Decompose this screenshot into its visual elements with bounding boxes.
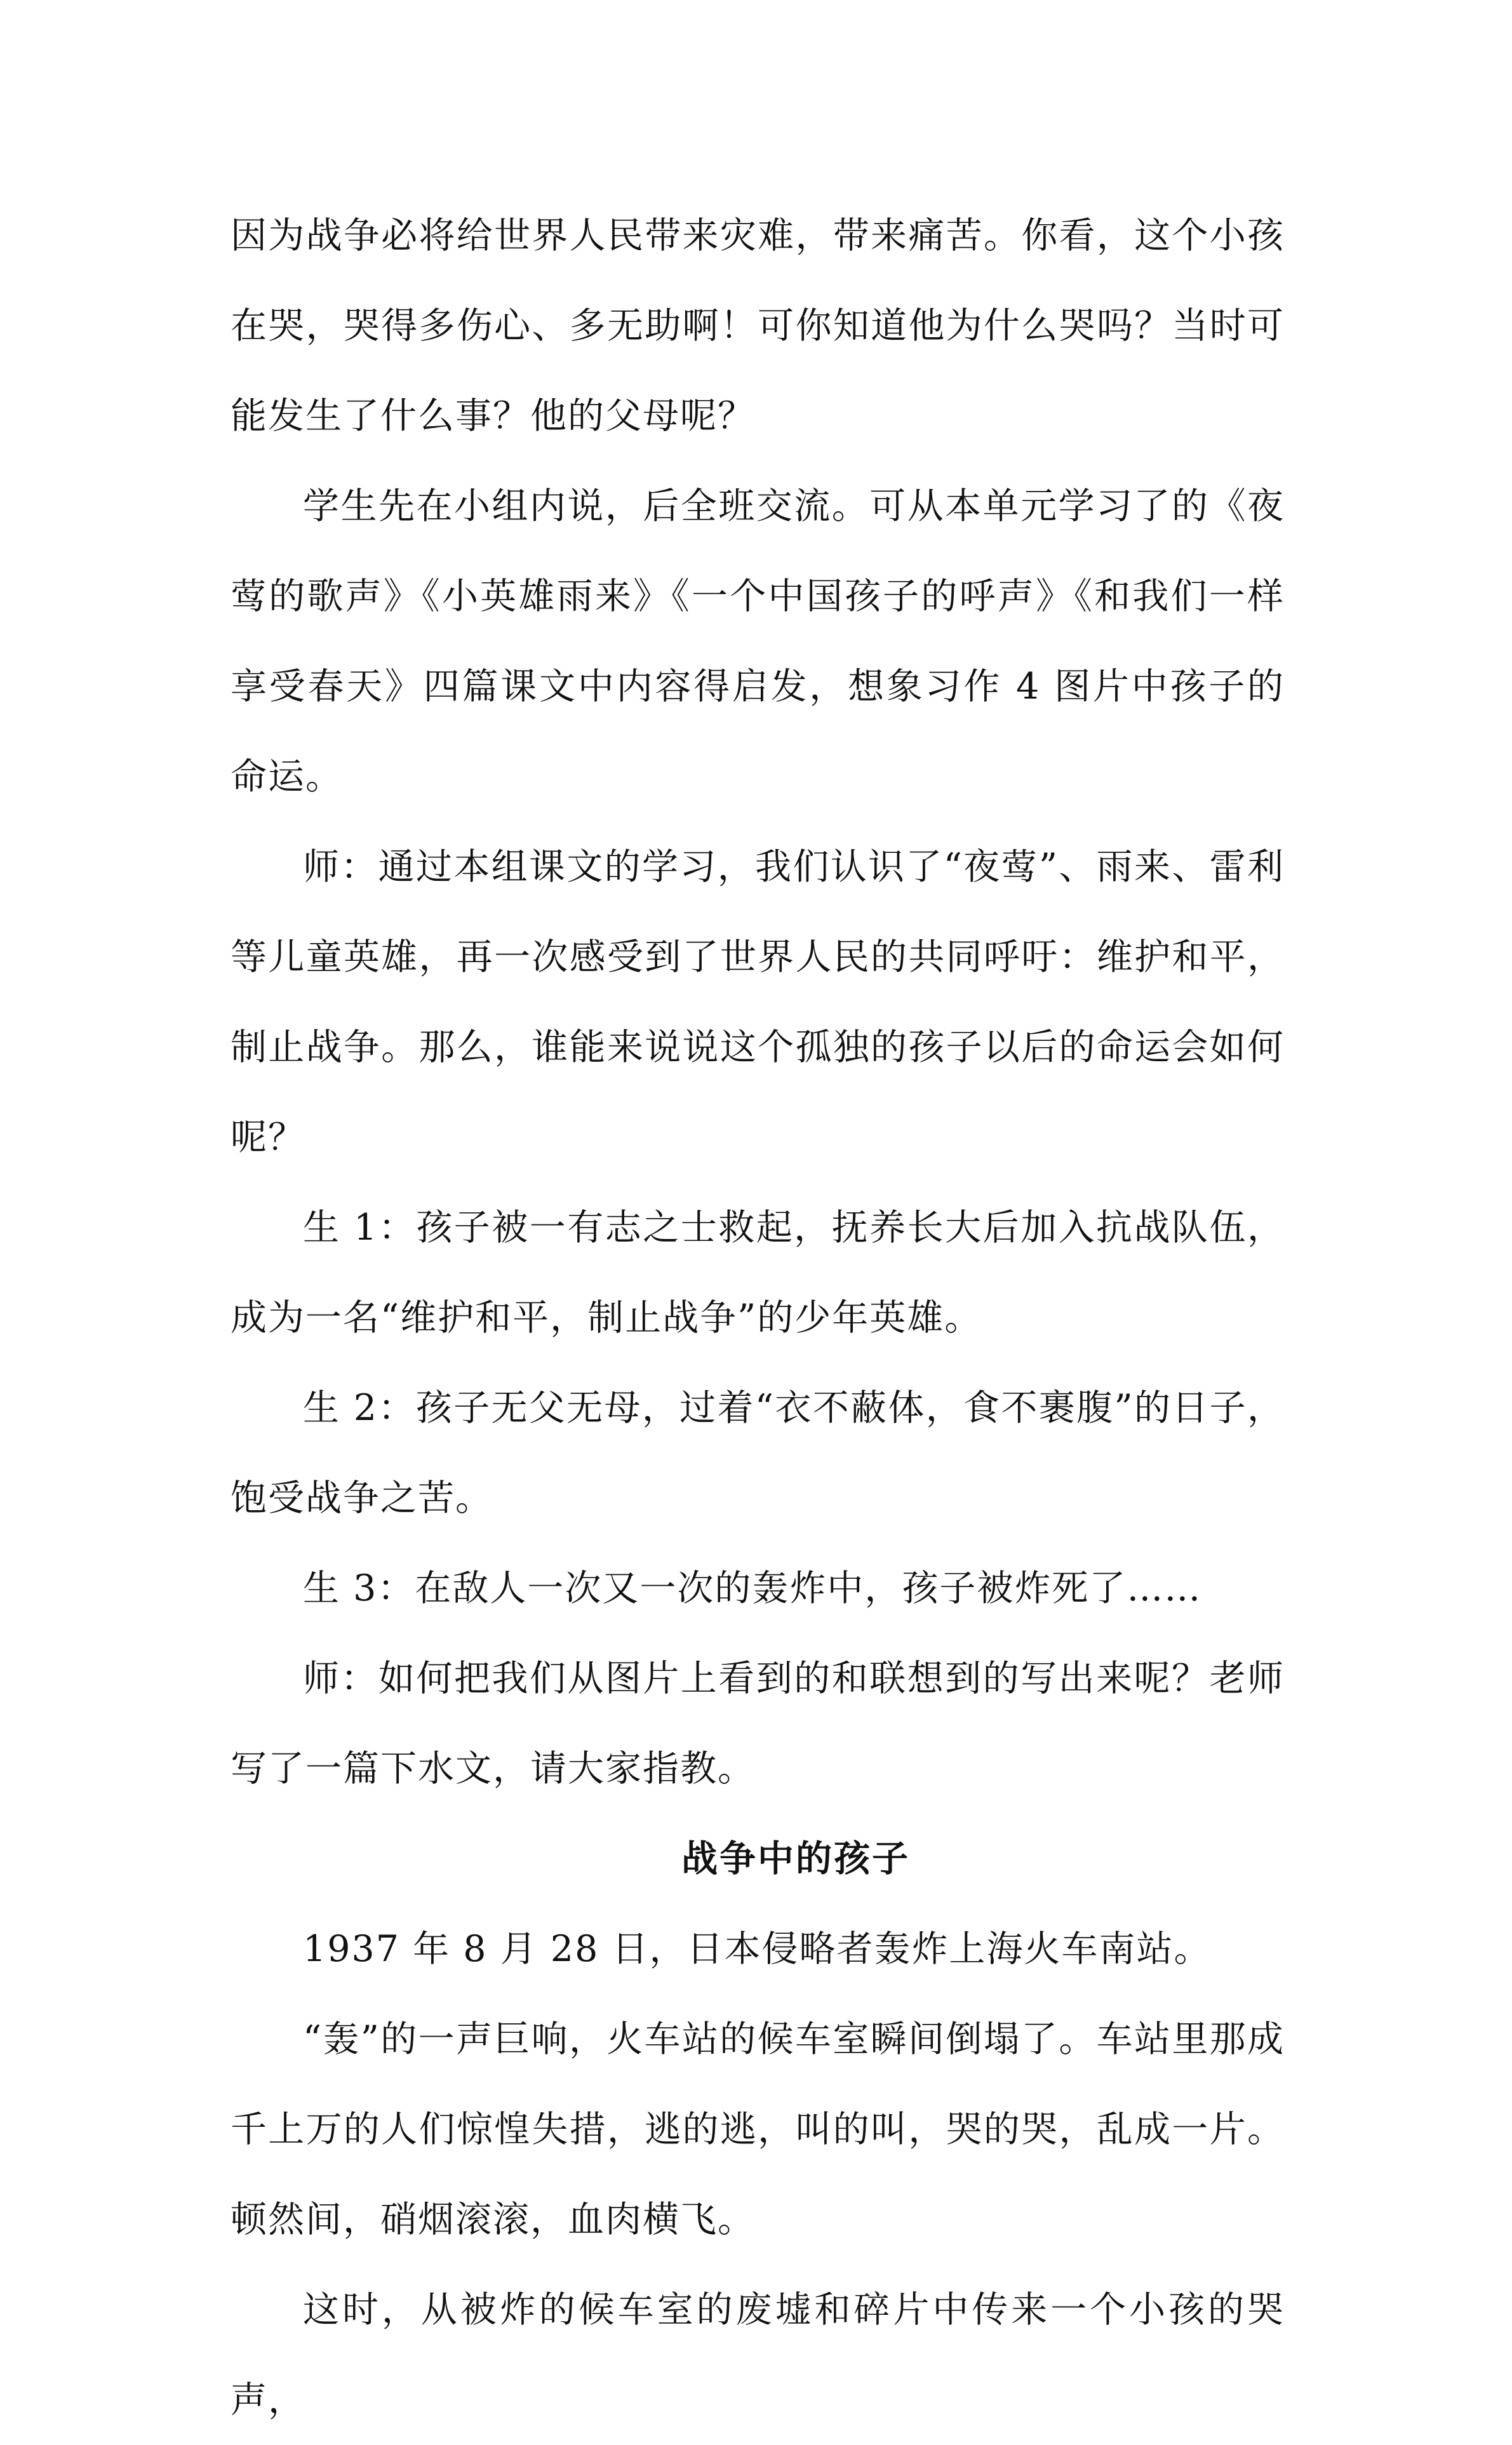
paragraph-4: 生 1：孩子被一有志之士救起，抚养长大后加入抗战队伍，成为一名“维护和平，制止战争”的少年英雄。 [231, 1207, 1285, 1339]
essay-paragraph-1: 1937 年 8 月 28 日，日本侵略者轰炸上海火车南站。 [303, 1928, 1212, 1970]
paragraph-5: 生 2：孩子无父无母，过着“衣不蔽体，食不裹腹”的日子，饱受战争之苦。 [231, 1387, 1285, 1519]
document-body [231, 191, 1285, 2445]
essay-paragraph-3: 这时，从被炸的候车室的废墟和碎片中传来一个小孩的哭声， [231, 2289, 1285, 2421]
paragraph-1: 因为战争必将给世界人民带来灾难，带来痛苦。你看，这个小孩在哭，哭得多伤心、多无助啊！可你知道他为什么哭吗？当时可能发生了什么事？他的父母呢？ [231, 215, 1285, 437]
paragraph-2: 学生先在小组内说，后全班交流。可从本单元学习了的《夜莺的歌声》《小英雄雨来》《一个中国孩子的呼声》《和我们一样享受春天》四篇课文中内容得启发，想象习作 4 图片中孩子的命运。 [231, 485, 1285, 798]
paragraph-3: 师：通过本组课文的学习，我们认识了“夜莺”、雨来、雷利等儿童英雄，再一次感受到了世界人民的共同呼吁：维护和平，制止战争。那么，谁能来说说这个孤独的孩子以后的命运会如何呢？ [231, 846, 1285, 1158]
paragraph-7: 师：如何把我们从图片上看到的和联想到的写出来呢？老师写了一篇下水文，请大家指教。 [231, 1658, 1285, 1790]
paragraph-6: 生 3：在敌人一次又一次的轰炸中，孩子被炸死了…… [303, 1567, 1202, 1609]
essay-paragraph-2: “轰”的一声巨响，火车站的候车室瞬间倒塌了。车站里那成千上万的人们惊惶失措，逃的逃，叫的叫，哭的哭，乱成一片。顿然间，硝烟滚滚，血肉横飞。 [231, 2018, 1285, 2241]
essay-title: 战争中的孩子 [681, 1838, 910, 1880]
